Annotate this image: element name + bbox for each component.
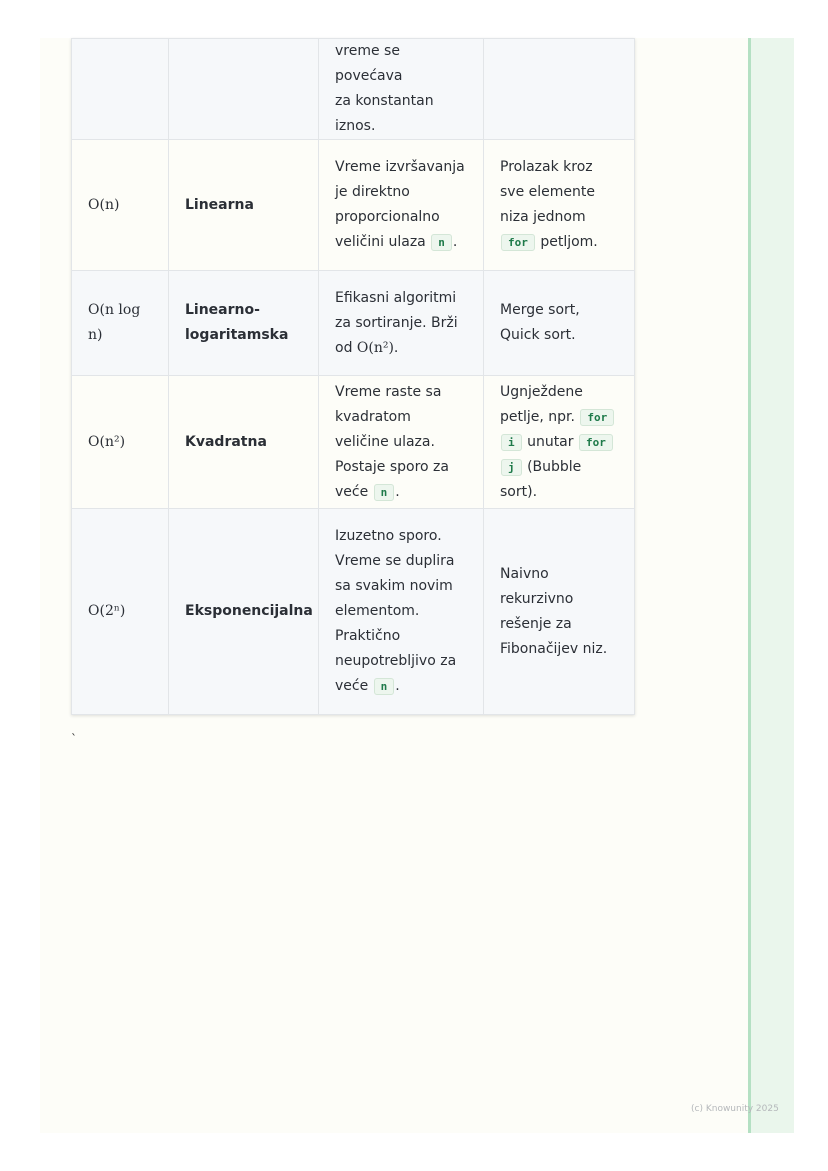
description-text: Vreme izvršavanja je direktno proporcionalno veličini ulaza bbox=[335, 159, 465, 250]
inline-code: for bbox=[580, 409, 614, 426]
footer-copyright: (c) Knowunity 2025 bbox=[691, 1104, 779, 1114]
notation-cell bbox=[72, 140, 169, 271]
notation-cell bbox=[72, 39, 169, 140]
inline-code: for bbox=[579, 434, 613, 451]
stray-mark: ` bbox=[71, 732, 77, 746]
description-text: Izuzetno sporo. Vreme se duplira sa svakim novim elementom. Praktično neupotrebljivo za veće bbox=[335, 528, 457, 694]
name-cell bbox=[169, 39, 319, 140]
inline-code: for bbox=[501, 234, 535, 251]
description-text: Vreme raste sa kvadratom veličine ulaza. Postaje sporo za veće bbox=[335, 383, 449, 500]
name-text: Eksponencijalna bbox=[185, 603, 313, 619]
name-cell bbox=[169, 271, 319, 376]
notation-text: O(n) bbox=[88, 196, 120, 213]
name-line: logaritamska bbox=[185, 327, 289, 343]
description-punct: . bbox=[395, 483, 400, 500]
description-line: vreme se povećava bbox=[335, 43, 403, 84]
description-cell bbox=[319, 140, 484, 271]
name-line: Linearno- bbox=[185, 302, 260, 318]
table-row bbox=[72, 140, 635, 271]
description-punct: . bbox=[395, 678, 400, 694]
name-text: Linearna bbox=[185, 196, 254, 213]
description-text: Efikasni algoritmi za sortiranje. Brži od bbox=[335, 289, 458, 356]
inline-code: n bbox=[374, 484, 395, 501]
table-row bbox=[72, 39, 635, 140]
example-text: unutar bbox=[527, 433, 574, 450]
example-cell bbox=[484, 140, 635, 271]
notation-text: O(n log n) bbox=[88, 302, 141, 343]
table-row bbox=[72, 271, 635, 376]
example-text: Ugnježdene petlje, npr. bbox=[500, 383, 583, 425]
notation-cell bbox=[72, 376, 169, 509]
description-cell bbox=[319, 39, 484, 140]
name-cell bbox=[169, 509, 319, 715]
example-text: Naivno rekurzivno rešenje za Fibonačijev niz. bbox=[500, 565, 608, 657]
description-cell bbox=[319, 271, 484, 376]
example-text: petljom. bbox=[540, 234, 598, 250]
inline-code: n bbox=[431, 234, 452, 251]
table-row bbox=[72, 509, 635, 715]
notation-text: O(2ⁿ) bbox=[88, 603, 126, 619]
description-line: za konstantan bbox=[335, 93, 434, 109]
notation-cell bbox=[72, 509, 169, 715]
description-math: O(n²). bbox=[356, 339, 399, 356]
example-cell bbox=[484, 376, 635, 509]
complexity-table bbox=[71, 38, 635, 715]
inline-code: j bbox=[501, 459, 522, 476]
table-row bbox=[72, 376, 635, 509]
name-text: Kvadratna bbox=[185, 433, 267, 450]
example-text: Prolazak kroz sve elemente niza jednom bbox=[500, 159, 595, 225]
name-cell bbox=[169, 140, 319, 271]
notation-cell bbox=[72, 271, 169, 376]
example-cell bbox=[484, 39, 635, 140]
example-cell bbox=[484, 271, 635, 376]
example-text: (Bubble sort). bbox=[500, 458, 582, 500]
side-panel bbox=[748, 38, 794, 1133]
notation-text: O(n²) bbox=[88, 433, 126, 450]
description-punct: . bbox=[452, 234, 458, 250]
description-line: iznos. bbox=[335, 118, 376, 134]
inline-code: i bbox=[501, 434, 522, 451]
inline-code: n bbox=[374, 678, 395, 695]
name-cell bbox=[169, 376, 319, 509]
example-cell bbox=[484, 509, 635, 715]
example-text: Merge sort, Quick sort. bbox=[500, 302, 580, 343]
description-cell bbox=[319, 509, 484, 715]
description-cell bbox=[319, 376, 484, 509]
